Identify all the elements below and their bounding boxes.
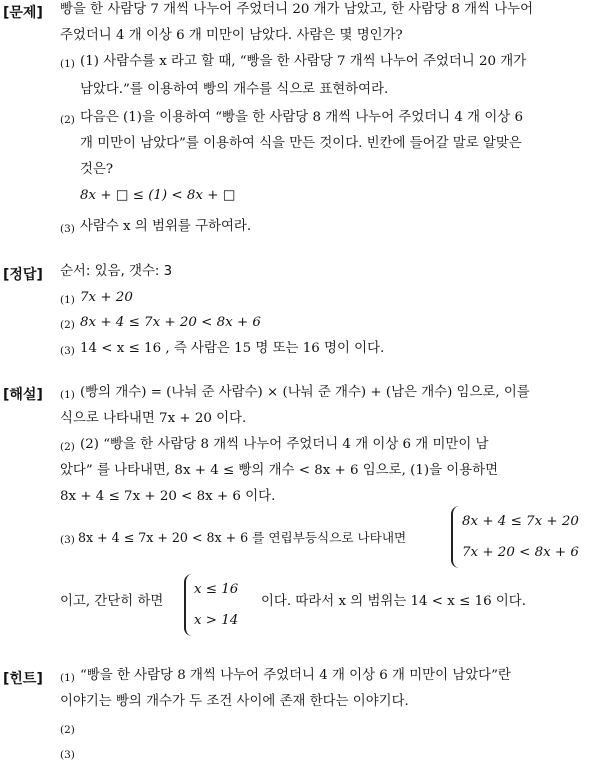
answer-3: 14 < x ≤ 16 , 즉 사람은 15 명 또는 16 명이 이다. (80, 341, 385, 356)
explanation-1-number: (1) (60, 389, 75, 401)
answer-3-number: (3) (60, 345, 75, 357)
explanation-3-continuation: 이고, 간단히 하면 (60, 594, 164, 609)
simplified-line-2: x > 14 (194, 613, 239, 628)
hint-1-line-1: “빵을 한 사람당 8 개씩 나누어 주었더니 4 개 이상 6 개 미만이 남았다”란 (80, 668, 511, 683)
hint-label: [힌트] (3, 671, 43, 687)
question-2-line-2: 개 미만이 남았다”를 이용하여 식을 만든 것이다. 빈칸에 들어갈 말로 알맞은 (80, 136, 522, 151)
answer-1-number: (1) (60, 294, 75, 306)
explanation-3-text: 8x + 4 ≤ 7x + 20 < 8x + 6 를 연립부등식으로 나타내면 (78, 530, 407, 545)
simplified-brace (184, 574, 194, 636)
answer-label: [정답] (3, 267, 43, 283)
question-2-line-1: 다음은 (1)을 이용하여 “빵을 한 사람당 8 개씩 나누어 주었더니 4 개 이상 6 (80, 110, 524, 125)
question-3-text: 사람수 x 의 범위를 구하여라. (80, 219, 252, 234)
question-3-number: (3) (60, 223, 75, 235)
explanation-label: [해설] (3, 387, 43, 403)
answer-2-number: (2) (60, 319, 75, 331)
question-1-line-2: 남았다.”를 이용하여 빵의 개수를 식으로 표현하여라. (80, 82, 389, 97)
explanation-1-line-1: (빵의 개수) = (나눠 준 사람수) × (나눠 준 개수) + (남은 개수) 임으로, 이를 (80, 385, 530, 400)
problem-statement-line-1: 빵을 한 사람당 7 개씩 나누어 주었더니 20 개가 남았고, 한 사람당 8 개씩 나누어 (60, 2, 534, 17)
hint-3-number: (3) (60, 749, 75, 761)
question-1-number: (1) (60, 58, 75, 70)
system-line-2: 7x + 20 < 8x + 6 (462, 545, 579, 560)
question-2-number: (2) (60, 114, 75, 126)
hint-2-number: (2) (60, 724, 75, 736)
explanation-1-line-2: 식으로 나타내면 7x + 20 이다. (60, 411, 247, 426)
hint-1-number: (1) (60, 672, 75, 684)
explanation-2-number: (2) (60, 441, 75, 453)
simplified-line-1: x ≤ 16 (194, 582, 239, 597)
explanation-3-conclusion: 이다. 따라서 x 의 범위는 14 < x ≤ 16 이다. (261, 594, 526, 609)
question-2-line-3: 것은? (80, 162, 114, 177)
problem-statement-line-2: 주었더니 4 개 이상 6 개 미만이 남았다. 사람은 몇 명인가? (60, 28, 403, 43)
problem-label: [문제] (3, 5, 43, 21)
explanation-2-line-1: (2) “빵을 한 사람당 8 개씩 나누어 주었더니 4 개 이상 6 개 미만이 남 (80, 437, 489, 452)
question-2-formula: 8x + □ ≤ (1) < 8x + □ (80, 188, 236, 203)
explanation-2-line-2: 았다” 를 나타내면, 8x + 4 ≤ 빵의 개수 < 8x + 6 임으로, (1)을 이용하면 (60, 463, 499, 478)
answer-1: 7x + 20 (80, 290, 133, 305)
question-1-line-1: (1) 사람수를 x 라고 할 때, “빵을 한 사람당 7 개씩 나누어 주었더니 20 개가 (80, 54, 527, 69)
hint-1-line-2: 이야기는 빵의 개수가 두 조건 사이에 존재 한다는 이야기다. (60, 694, 409, 709)
explanation-2-line-3: 8x + 4 ≤ 7x + 20 < 8x + 6 이다. (60, 489, 276, 504)
answer-meta: 순서: 있음, 갯수: 3 (60, 264, 173, 279)
answer-2: 8x + 4 ≤ 7x + 20 < 8x + 6 (80, 315, 261, 330)
system-brace (451, 506, 461, 568)
explanation-3-number: (3) (60, 534, 75, 546)
system-line-1: 8x + 4 ≤ 7x + 20 (462, 514, 579, 529)
